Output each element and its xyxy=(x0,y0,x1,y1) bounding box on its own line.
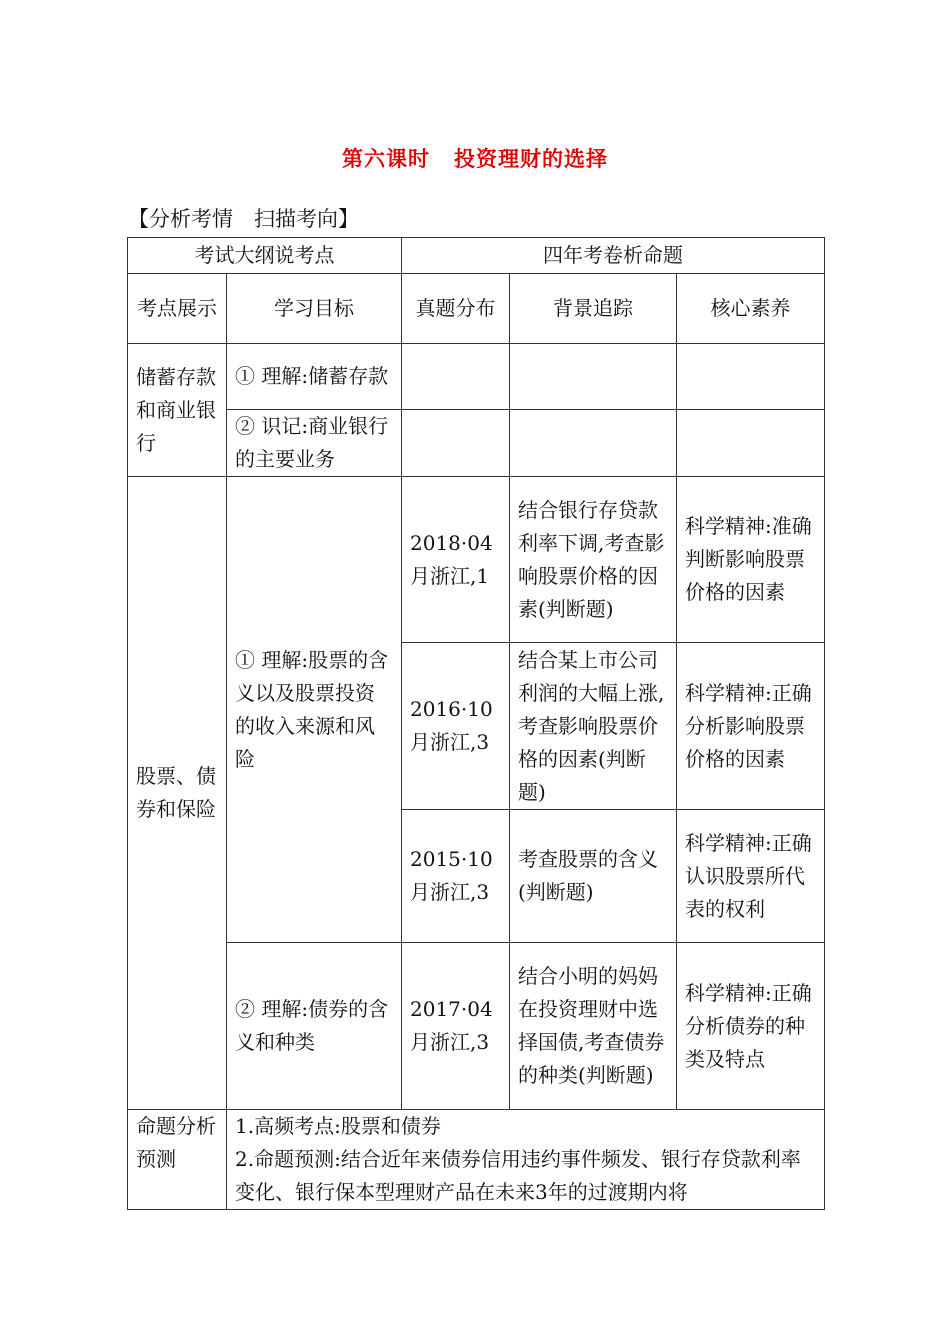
forecast-line: 1.高频考点:股票和债券 xyxy=(235,1114,441,1138)
exam-background: 结合某上市公司利润的大幅上涨,考查影响股票价格的因素(判断题) xyxy=(510,643,677,810)
exam-literacy: 科学精神:正确分析影响股票价格的因素 xyxy=(677,643,825,810)
header-literacy: 核心素养 xyxy=(677,274,825,344)
forecast-content xyxy=(227,1110,825,1210)
goal-cell: ② 识记:商业银行的主要业务 xyxy=(227,410,402,477)
page-title: 第六课时 投资理财的选择 xyxy=(342,146,608,171)
empty-cell xyxy=(402,410,510,477)
group-header-exams: 四年考卷析命题 xyxy=(402,238,825,274)
goal-cell: ② 理解:债券的含义和种类 xyxy=(227,943,402,1110)
forecast-label: 命题分析预测 xyxy=(128,1110,227,1210)
empty-cell xyxy=(510,410,677,477)
section-heading: 【分析考情 扫描考向】 xyxy=(128,207,359,231)
exam-analysis-table xyxy=(127,237,825,1210)
topic-savings: 储蓄存款和商业银行 xyxy=(128,344,227,477)
exam-literacy: 科学精神:正确分析债券的种类及特点 xyxy=(677,943,825,1110)
forecast-line: 2.命题预测:结合近年来债券信用违约事件频发、银行存贷款利率变化、银行保本型理财产品在未来3年的过渡期内将 xyxy=(235,1147,801,1204)
exam-distribution: 2015·10月浙江,3 xyxy=(402,810,510,943)
exam-distribution: 2018·04月浙江,1 xyxy=(402,477,510,643)
exam-distribution: 2016·10月浙江,3 xyxy=(402,643,510,810)
goal-cell: ① 理解:股票的含义以及股票投资的收入来源和风险 xyxy=(227,477,402,943)
empty-cell xyxy=(402,344,510,410)
header-topic: 考点展示 xyxy=(128,274,227,344)
goal-cell: ① 理解:储蓄存款 xyxy=(227,344,402,410)
header-background: 背景追踪 xyxy=(510,274,677,344)
exam-literacy: 科学精神:正确认识股票所代表的权利 xyxy=(677,810,825,943)
empty-cell xyxy=(510,344,677,410)
exam-background: 考查股票的含义(判断题) xyxy=(510,810,677,943)
empty-cell xyxy=(677,344,825,410)
header-goal: 学习目标 xyxy=(227,274,402,344)
group-header-syllabus: 考试大纲说考点 xyxy=(128,238,402,274)
empty-cell xyxy=(677,410,825,477)
topic-stocks-bonds: 股票、债券和保险 xyxy=(128,477,227,1110)
exam-background: 结合小明的妈妈在投资理财中选择国债,考查债券的种类(判断题) xyxy=(510,943,677,1110)
exam-distribution: 2017·04月浙江,3 xyxy=(402,943,510,1110)
header-distribution: 真题分布 xyxy=(402,274,510,344)
exam-literacy: 科学精神:准确判断影响股票价格的因素 xyxy=(677,477,825,643)
exam-background: 结合银行存贷款利率下调,考查影响股票价格的因素(判断题) xyxy=(510,477,677,643)
